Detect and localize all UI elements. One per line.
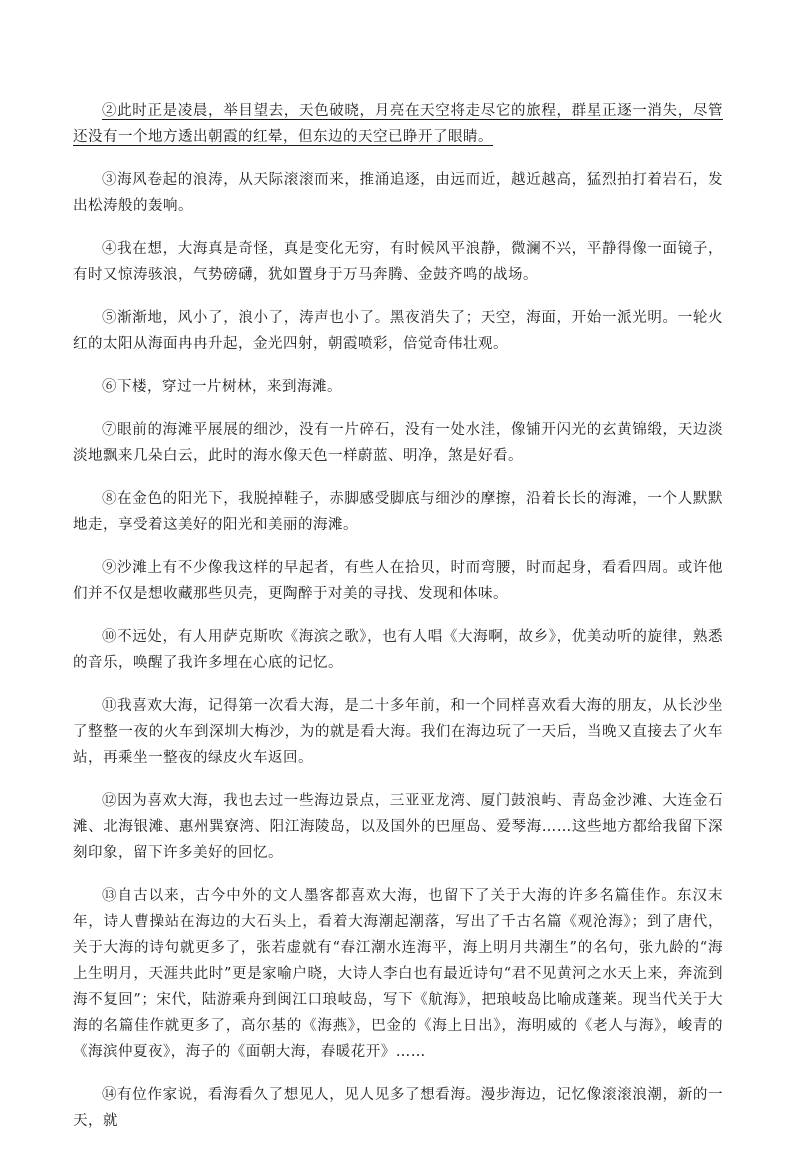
paragraph-4: ④我在想，大海真是奇怪，真是变化无穷，有时候风平浪静，微澜不兴，平静得像一面镜子，有时又惊涛骇浪，气势磅礴，犹如置身于万马奔腾、金鼓齐鸣的战场。 xyxy=(73,241,723,283)
paragraph-2: ②此时正是凌晨，举目望去，天色破晓，月亮在天空将走尽它的旅程，群星正逐一消失，尽管还没有一个地方透出朝霞的红晕，但东边的天空已睁开了眼睛。 xyxy=(73,103,723,145)
paragraph-11: ⑪我喜欢大海，记得第一次看大海，是二十多年前，和一个同样喜欢看大海的朋友，从长沙坐了整整一夜的火车到深圳大梅沙，为的就是看大海。我们在海边玩了一天后，当晚又直接去了火车站，再乘坐一整夜的绿皮火车返回。 xyxy=(73,698,723,766)
article-body xyxy=(73,98,723,1151)
paragraph-6: ⑥下楼，穿过一片树林，来到海滩。 xyxy=(102,379,342,395)
paragraph-13: ⑬自古以来，古今中外的文人墨客都喜欢大海，也留下了关于大海的许多名篇佳作。东汉末年，诗人曹操站在海边的大石头上，看着大海潮起潮落，写出了千古名篇《观沧海》；到了唐代，关于大海的诗句就更多了，张若虚就有“春江潮水连海平，海上明月共潮生”的名句，张九龄的“海上生明月，天涯共此时”更是家喻户晓，大诗人李白也有最近诗句“君不见黄河之水天上来，奔流到海不复回”；宋代，陆游乘舟到闽江口琅岐岛，写下《航海》，把琅岐岛比喻成蓬莱。现当代关于大海的名篇佳作就更多了，高尔基的《海燕》，巴金的《海上日出》，海明威的《老人与海》，峻青的《海滨仲夏夜》，海子的《面朝大海，春暖花开》…… xyxy=(73,888,723,1060)
paragraph-12: ⑫因为喜欢大海，我也去过一些海边景点，三亚亚龙湾、厦门鼓浪屿、青岛金沙滩、大连金石滩、北海银滩、惠州巽寮湾、阳江海陵岛，以及国外的巴厘岛、爱琴海……这些地方都给我留下深刻印象，留下许多美好的回忆。 xyxy=(73,793,723,861)
paragraph-10: ⑩不远处，有人用萨克斯吹《海滨之歌》，也有人唱《大海啊，故乡》，优美动听的旋律，熟悉的音乐，唤醒了我许多埋在心底的记忆。 xyxy=(73,629,723,671)
paragraph-7: ⑦眼前的海滩平展展的细沙，没有一片碎石，没有一处水洼，像铺开闪光的玄黄锦缎，天边淡淡地飘来几朵白云，此时的海水像天色一样蔚蓝、明净，煞是好看。 xyxy=(73,422,723,464)
paragraph-9: ⑨沙滩上有不少像我这样的早起者，有些人在拾贝，时而弯腰，时而起身，看看四周。或许他们并不仅是想收藏那些贝壳，更陶醉于对美的寻找、发现和体味。 xyxy=(73,560,723,602)
paragraph-3: ③海风卷起的浪涛，从天际滚滚而来，推涌追逐，由远而近，越近越高，猛烈拍打着岩石，发出松涛般的轰响。 xyxy=(73,172,723,214)
paragraph-14: ⑭有位作家说，看海看久了想见人，见人见多了想看海。漫步海边，记忆像滚滚浪潮，新的一天，就 xyxy=(73,1087,723,1129)
paragraph-5: ⑤渐渐地，风小了，浪小了，涛声也小了。黑夜消失了；天空，海面，开始一派光明。一轮火红的太阳从海面冉冉升起，金光四射，朝霞喷彩，倍觉奇伟壮观。 xyxy=(73,310,723,352)
paragraph-8: ⑧在金色的阳光下，我脱掉鞋子，赤脚感受脚底与细沙的摩擦，沿着长长的海滩，一个人默默地走，享受着这美好的阳光和美丽的海滩。 xyxy=(73,491,723,533)
